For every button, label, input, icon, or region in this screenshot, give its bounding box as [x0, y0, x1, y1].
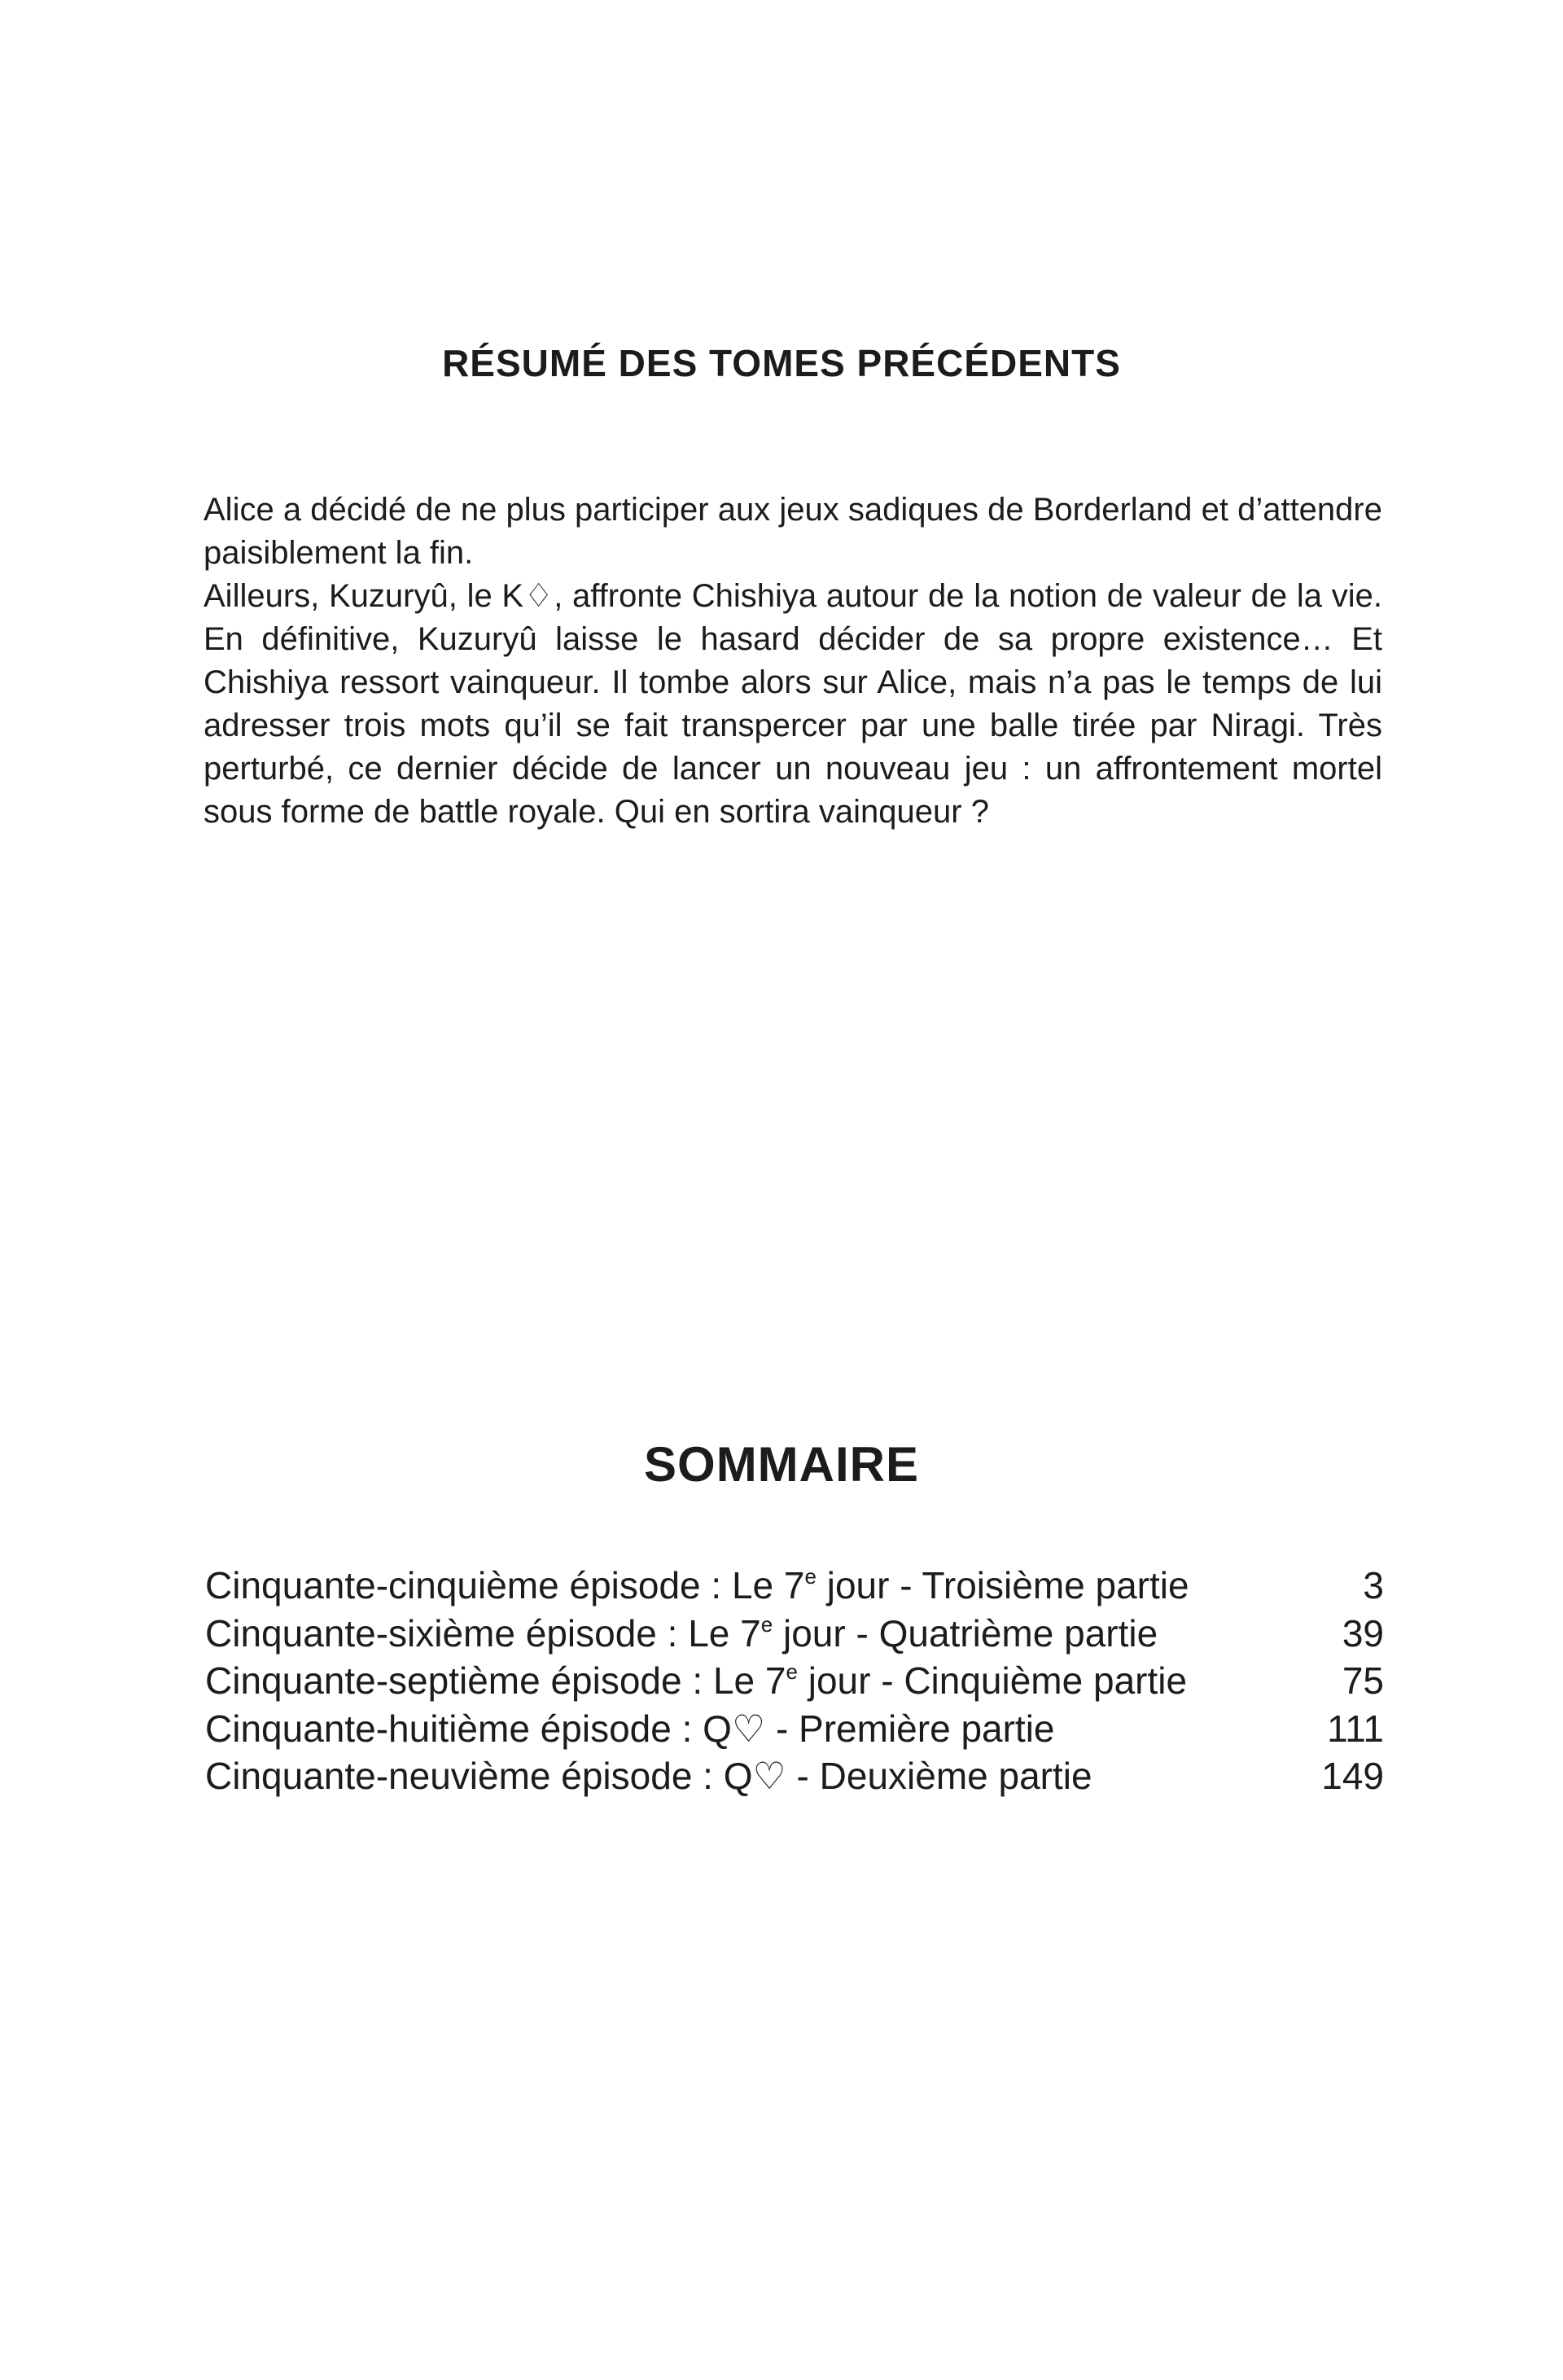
toc-entry-page: 39 — [1342, 1611, 1384, 1655]
toc-entry — [205, 1657, 1384, 1705]
toc-entry — [205, 1610, 1384, 1658]
toc-entry-superscript: e — [804, 1564, 817, 1589]
recap-body — [204, 489, 1382, 834]
toc-entry-label — [205, 1752, 1092, 1800]
recap-paragraph: Alice a décidé de ne plus participer aux jeux sadiques de Borderland et d’attendre paisiblement la fin. — [204, 492, 1382, 571]
toc-entry — [205, 1705, 1384, 1753]
toc-entry-text: Cinquante-huitième épisode : Q♡ - Première partie — [205, 1707, 1055, 1750]
toc-entry-label — [205, 1705, 1055, 1753]
toc-entry-text: Cinquante-sixième épisode : Le 7 — [205, 1611, 761, 1655]
toc-entry-superscript: e — [786, 1659, 798, 1684]
toc-entry-page: 75 — [1342, 1659, 1384, 1702]
toc-entry-superscript: e — [760, 1611, 773, 1637]
toc-entry-text: Cinquante-cinquième épisode : Le 7 — [205, 1564, 805, 1606]
toc-entry-page: 149 — [1321, 1755, 1384, 1797]
toc-entry-label — [205, 1562, 1189, 1610]
toc-entry-text: jour - Quatrième partie — [773, 1611, 1158, 1655]
toc-entry-text: Cinquante-neuvième épisode : Q♡ - Deuxième partie — [205, 1755, 1092, 1797]
toc-entry — [205, 1562, 1384, 1610]
toc-entry-label — [205, 1657, 1187, 1705]
toc-entry-text: jour - Cinquième partie — [797, 1659, 1188, 1702]
toc-entry-text: jour - Troisième partie — [816, 1564, 1189, 1606]
toc-entry — [205, 1752, 1384, 1800]
toc-entry-label — [205, 1610, 1158, 1658]
toc-entry-page: 3 — [1363, 1564, 1384, 1606]
recap-title: RÉSUMÉ DES TOMES PRÉCÉDENTS — [442, 341, 1121, 384]
recap-paragraph: Ailleurs, Kuzuryû, le K♢, affronte Chishiya autour de la notion de valeur de la vie. En définitive, Kuzuryû laisse le hasard décider de sa propre existence… Et Chishiya ressort vainqueur. Il tombe alors sur Alice, mais n’a pas le temps de lui adresser trois mots qu’il se fait transpercer par une balle tirée par Niragi. Très perturbé, ce dernier décide de lancer un nouveau jeu : un affrontement mortel sous forme de battle royale. Qui en sortira vainqueur ? — [204, 578, 1382, 830]
toc-entry-page: 111 — [1327, 1707, 1384, 1750]
toc-entry-text: Cinquante-septième épisode : Le 7 — [205, 1659, 786, 1702]
table-of-contents — [205, 1562, 1384, 1800]
toc-title: SOMMAIRE — [644, 1436, 919, 1492]
